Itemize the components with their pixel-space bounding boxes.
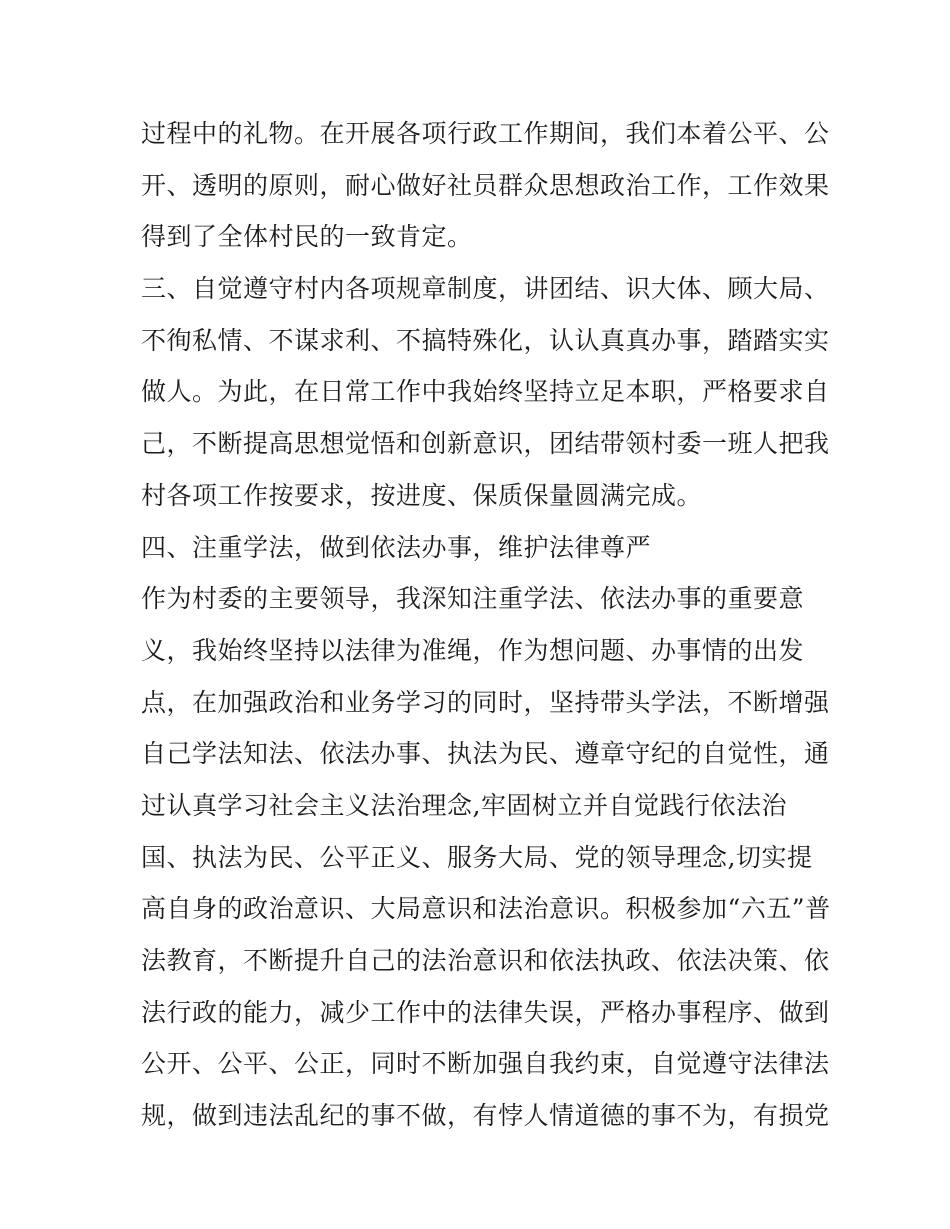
text-line: 做人。为此，在日常工作中我始终坚持立足本职，严格要求自	[141, 377, 830, 407]
text-line: 义，我始终坚持以法律为准绳，作为想问题、办事情的出发	[141, 635, 805, 665]
section-heading-4: 四、注重学法，做到依法办事，维护法律尊严	[141, 532, 652, 562]
text-line: 不徇私情、不谋求利、不搞特殊化，认认真真办事，踏踏实实	[141, 325, 830, 355]
text-line: 己，不断提高思想觉悟和创新意识，团结带领村委一班人把我	[141, 429, 830, 459]
text-line: 过程中的礼物。在开展各项行政工作期间，我们本着公平、公	[141, 119, 830, 148]
text-line: 国、执法为民、公平正义、服务大局、党的领导理念,切实提	[141, 842, 813, 872]
text-line: 点，在加强政治和业务学习的同时，坚持带头学法，不断增强	[141, 687, 830, 717]
text-line: 自己学法知法、依法办事、执法为民、遵章守纪的自觉性，通	[141, 739, 830, 769]
text-line: 高自身的政治意识、大局意识和法治意识。积极参加“六五”普	[141, 894, 831, 924]
text-line: 作为村委的主要领导，我深知注重学法、依法办事的重要意	[141, 584, 805, 614]
section-heading-3: 三、自觉遵守村内各项规章制度，讲团结、识大体、顾大局、	[141, 274, 830, 304]
text-line: 法教育，不断提升自己的法治意识和依法执政、依法决策、依	[141, 946, 830, 975]
text-line: 得到了全体村民的一致肯定。	[141, 222, 473, 252]
text-line: 开、透明的原则，耐心做好社员群众思想政治工作，工作效果	[141, 170, 830, 200]
text-line: 法行政的能力，减少工作中的法律失误，严格办事程序、做到	[141, 997, 830, 1027]
document-body	[141, 108, 831, 1142]
text-line: 村各项工作按要求，按进度、保质保量圆满完成。	[141, 480, 703, 510]
text-line: 过认真学习社会主义法治理念,牢固树立并自觉践行依法治	[141, 790, 787, 820]
text-line: 公开、公平、公正，同时不断加强自我约束，自觉遵守法律法	[141, 1049, 830, 1079]
text-line: 规，做到违法乱纪的事不做，有悖人情道德的事不为，有损党	[141, 1101, 830, 1131]
